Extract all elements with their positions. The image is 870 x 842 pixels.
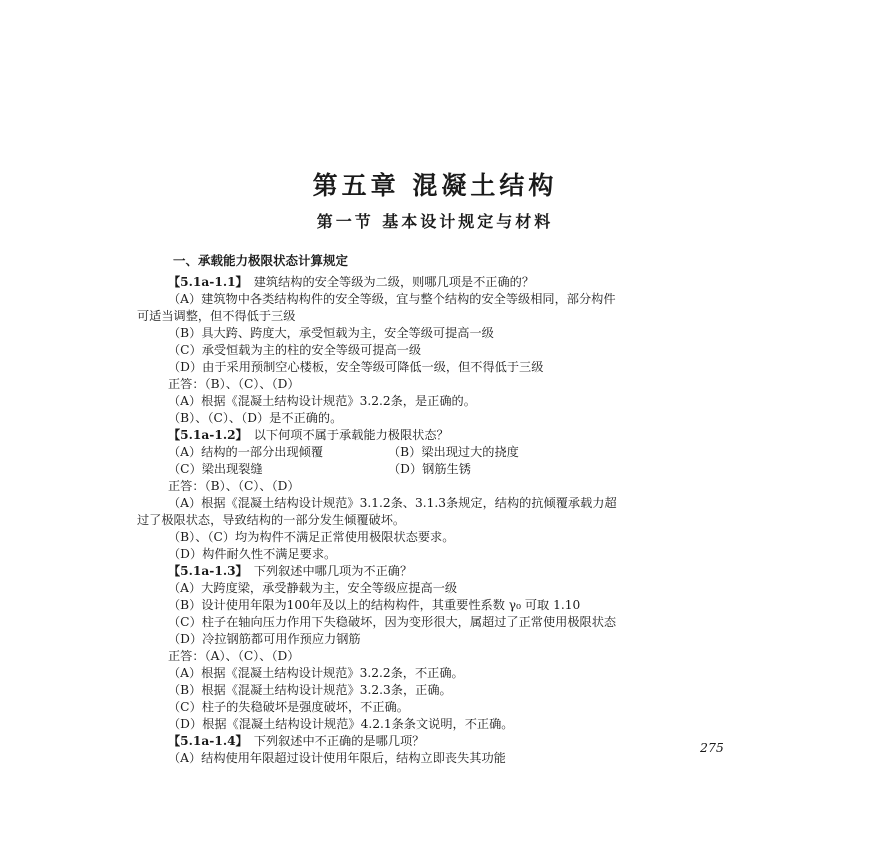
question-1-id: 【5.1a-1.1】 [168, 275, 248, 289]
question-2-text: 以下何项不属于承载能力极限状态？ [253, 428, 449, 442]
question-3-explanation-3: （C）柱子的失稳破坏是强度破坏，不正确。 [168, 700, 409, 714]
question-2-explanation-1-cont: 过了极限状态，导致结构的一部分发生倾覆破坏。 [137, 513, 406, 527]
question-3-explanation-1: （A）根据《混凝土结构设计规范》3.2.2条，不正确。 [168, 666, 464, 680]
question-3-explanation-2: （B）根据《混凝土结构设计规范》3.2.3条，正确。 [168, 683, 452, 697]
document-body [137, 274, 749, 767]
question-3-text: 下列叙述中哪几项为不正确？ [253, 564, 413, 578]
question-2-explanation-3: （D）构件耐久性不满足要求。 [168, 547, 337, 561]
question-3-option-b: （B）设计使用年限为100年及以上的结构构件，其重要性系数 γ₀ 可取 1.10 [168, 598, 581, 612]
question-4-text: 下列叙述中不正确的是哪几项？ [253, 734, 425, 748]
question-1-option-c: （C）承受恒载为主的柱的安全等级可提高一级 [168, 343, 422, 357]
question-2-answer: 正答：（B）、（C）、（D） [168, 479, 300, 493]
question-3-option-d: （D）冷拉钢筋都可用作预应力钢筋 [168, 632, 361, 646]
question-2-stem [137, 427, 749, 444]
question-3-explanation-4: （D）根据《混凝土结构设计规范》4.2.1条条文说明，不正确。 [168, 717, 514, 731]
question-1-option-d: （D）由于采用预制空心楼板，安全等级可降低一级，但不得低于三级 [168, 360, 544, 374]
question-2-options-row-2 [137, 461, 749, 478]
question-1-option-b: （B）具大跨、跨度大，承受恒载为主，安全等级可提高一级 [168, 326, 494, 340]
question-3-option-a: （A）大跨度梁，承受静载为主，安全等级应提高一级 [168, 581, 458, 595]
question-3-answer: 正答：（A）、（C）、（D） [168, 649, 300, 663]
question-1-option-a: （A）建筑物中各类结构构件的安全等级，宜与整个结构的安全等级相同，部分构件 [168, 292, 616, 306]
question-1-stem [137, 274, 749, 291]
question-2-explanation-1: （A）根据《混凝土结构设计规范》3.1.2条、3.1.3条规定，结构的抗倾覆承载力超 [168, 496, 617, 510]
subsection-title: 一、承载能力极限状态计算规定 [173, 253, 349, 268]
question-3-stem [137, 563, 749, 580]
question-1-explanation-2: （B）、（C）、（D）是不正确的。 [168, 411, 343, 425]
question-2-explanation-2: （B）、（C）均为构件不满足正常使用极限状态要求。 [168, 530, 455, 544]
page-number: 275 [700, 740, 724, 755]
chapter-title: 第五章 混凝土结构 [312, 171, 558, 200]
question-3-option-c: （C）柱子在轴向压力作用下失稳破坏，因为变形很大，属超过了正常使用极限状态 [168, 615, 617, 629]
question-1-answer: 正答：（B）、（C）、（D） [168, 377, 300, 391]
question-1-text: 建筑结构的安全等级为二级，则哪几项是不正确的？ [253, 275, 535, 289]
question-2-option-b: （B）梁出现过大的挠度 [388, 445, 519, 459]
question-2-id: 【5.1a-1.2】 [168, 428, 248, 442]
question-2-option-c: （C）梁出现裂缝 [168, 462, 263, 476]
question-2-option-a: （A）结构的一部分出现倾覆 [168, 445, 324, 459]
question-1-option-a-cont: 可适当调整，但不得低于三级 [137, 309, 296, 323]
question-4-stem [137, 733, 749, 750]
question-2-options-row-1 [137, 444, 749, 461]
question-4-option-a: （A）结构使用年限超过设计使用年限后，结构立即丧失其功能 [168, 751, 506, 765]
question-3-id: 【5.1a-1.3】 [168, 564, 248, 578]
question-2-option-d: （D）钢筋生锈 [388, 462, 471, 476]
section-title: 第一节 基本设计规定与材料 [316, 212, 554, 231]
question-1-explanation-1: （A）根据《混凝土结构设计规范》3.2.2条，是正确的。 [168, 394, 476, 408]
question-4-id: 【5.1a-1.4】 [168, 734, 248, 748]
